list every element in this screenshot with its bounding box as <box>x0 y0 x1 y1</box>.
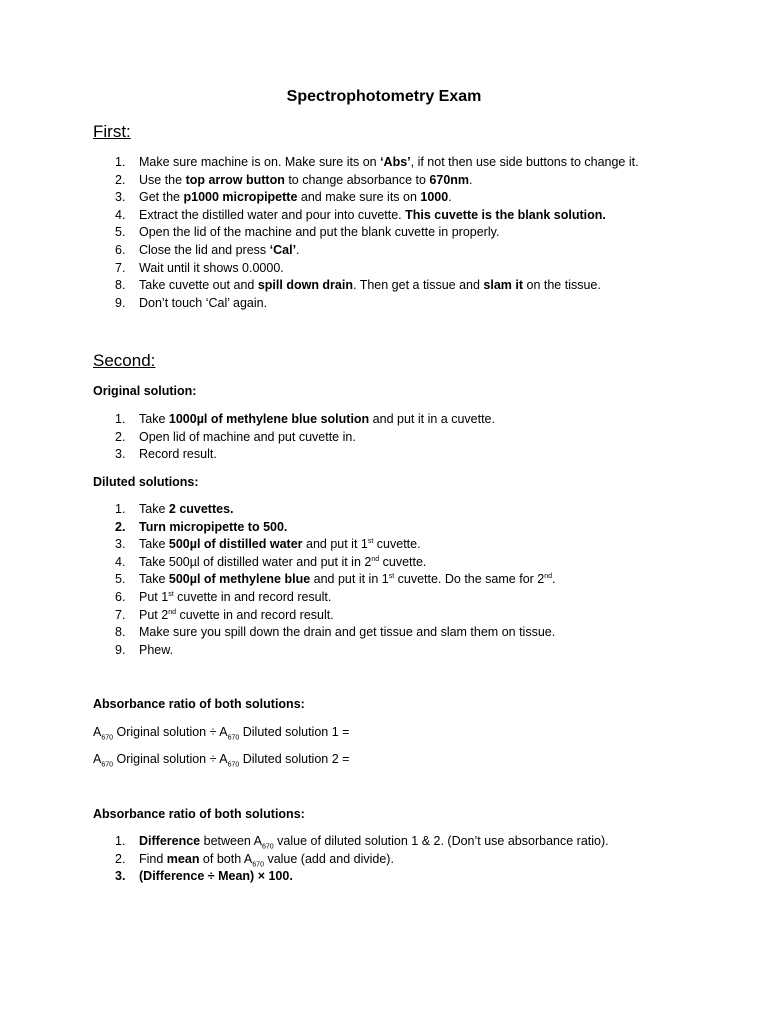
list-item-text: Make sure machine is on. Make sure its on ‘Abs’, if not then use side buttons to change it. <box>139 155 639 169</box>
list-item-text: Take 2 cuvettes. <box>139 502 234 516</box>
list-item-text: Open lid of machine and put cuvette in. <box>139 429 356 444</box>
list-item-text: Get the p1000 micropipette and make sure its on 1000. <box>139 190 452 205</box>
list-item-number: 9. <box>115 642 126 657</box>
list-item-number: 6. <box>115 589 126 604</box>
list-item <box>93 224 733 242</box>
list-item <box>93 446 733 464</box>
list-item-number: 3. <box>115 447 126 462</box>
list-item-text: Open the lid of the machine and put the blank cuvette in properly. <box>139 225 500 240</box>
list-item-number: 2. <box>115 429 126 444</box>
list-item-text: (Difference ÷ Mean) × 100. <box>139 869 293 884</box>
list-item-number: 2. <box>115 519 126 534</box>
list-item-text: Find mean of both $A_{670}$ value (add and divide). <box>139 851 394 869</box>
list-item <box>93 589 733 607</box>
list-item-number: 1. <box>115 502 126 516</box>
list-item <box>93 172 733 190</box>
list-item-number: 2. <box>115 851 126 866</box>
list-item-number: 7. <box>115 260 126 275</box>
section-heading-first: First: <box>93 122 131 141</box>
list-item <box>93 411 733 429</box>
list-item-text: Phew. <box>139 642 174 657</box>
list-item <box>93 624 733 642</box>
list-item <box>93 833 733 851</box>
ratio-line-2: $A_{670}$ Original solution ÷ $A_{670}$ Diluted solution 2 = <box>93 752 350 769</box>
list-item-text: Put 1st cuvette in and record result. <box>139 589 332 604</box>
list-item-text: Take 500µl of methylene blue and put it in 1st cuvette. Do the same for 2nd. <box>139 572 556 587</box>
list-item-text: Take cuvette out and spill down drain. Then get a tissue and slam it on the tissue. <box>139 278 601 293</box>
list-item <box>93 607 733 625</box>
list-item-text: Difference between $A_{670}$ value of diluted solution 1 & 2. (Don’t use absorbance ratio). <box>139 834 609 851</box>
list-item <box>93 207 733 225</box>
list-item <box>93 851 733 869</box>
absorbance-ratio-label-2: Absorbance ratio of both solutions: <box>93 807 305 821</box>
list-item <box>93 642 733 660</box>
list-item <box>93 429 733 447</box>
list-item-number: 6. <box>115 242 126 257</box>
list-item <box>93 295 733 313</box>
original-solution-label: Original solution: <box>93 384 197 398</box>
list-item-number: 2. <box>115 172 126 187</box>
list-item-text: Make sure you spill down the drain and get tissue and slam them on tissue. <box>139 625 556 640</box>
list-item-text: Extract the distilled water and pour into cuvette. This cuvette is the blank solution. <box>139 207 606 222</box>
list-item-text: Close the lid and press ‘Cal’. <box>139 242 300 257</box>
list-item <box>93 571 733 589</box>
first-steps-list <box>93 154 733 312</box>
list-item-text: Take 500µl of distilled water and put it 1st cuvette. <box>139 537 421 552</box>
list-item-number: 8. <box>115 625 126 640</box>
list-item-number: 3. <box>115 190 126 205</box>
diluted-steps-list <box>93 501 733 659</box>
list-item-number: 5. <box>115 225 126 240</box>
list-item-number: 1. <box>115 412 126 426</box>
diluted-solutions-label: Diluted solutions: <box>93 475 199 489</box>
list-item-text: Use the top arrow button to change absorbance to 670nm. <box>139 172 473 187</box>
absorbance-ratio-label: Absorbance ratio of both solutions: <box>93 697 305 711</box>
list-item-number: 1. <box>115 834 126 848</box>
list-item <box>93 242 733 260</box>
list-item <box>93 260 733 278</box>
list-item <box>93 536 733 554</box>
list-item-number: 4. <box>115 554 126 569</box>
list-item-text: Put 2nd cuvette in and record result. <box>139 607 334 622</box>
list-item <box>93 554 733 572</box>
ratio-line-1: $A_{670}$ Original solution ÷ $A_{670}$ Diluted solution 1 = <box>93 725 350 742</box>
list-item-number: 3. <box>115 869 126 884</box>
section-heading-second: Second: <box>93 351 156 370</box>
list-item <box>93 154 733 172</box>
list-item <box>93 189 733 207</box>
list-item-text: Don’t touch ‘Cal’ again. <box>139 295 268 310</box>
ratio-steps-list <box>93 833 733 886</box>
list-item-number: 8. <box>115 278 126 293</box>
list-item <box>93 277 733 295</box>
list-item-number: 1. <box>115 155 126 169</box>
list-item-number: 7. <box>115 607 126 622</box>
list-item-text: Turn micropipette to 500. <box>139 519 288 534</box>
list-item <box>93 501 733 519</box>
original-steps-list <box>93 411 733 464</box>
list-item-text: Take 500µl of distilled water and put it in 2nd cuvette. <box>139 554 427 569</box>
list-item-number: 3. <box>115 537 126 552</box>
list-item-text: Take 1000µl of methylene blue solution and put it in a cuvette. <box>139 412 495 426</box>
page-title: Spectrophotometry Exam <box>286 88 482 105</box>
list-item <box>93 868 733 886</box>
list-item-text: Record result. <box>139 447 217 462</box>
list-item-number: 9. <box>115 295 126 310</box>
list-item <box>93 519 733 537</box>
list-item-number: 5. <box>115 572 126 587</box>
list-item-text: Wait until it shows 0.0000. <box>139 260 284 275</box>
list-item-number: 4. <box>115 207 126 222</box>
